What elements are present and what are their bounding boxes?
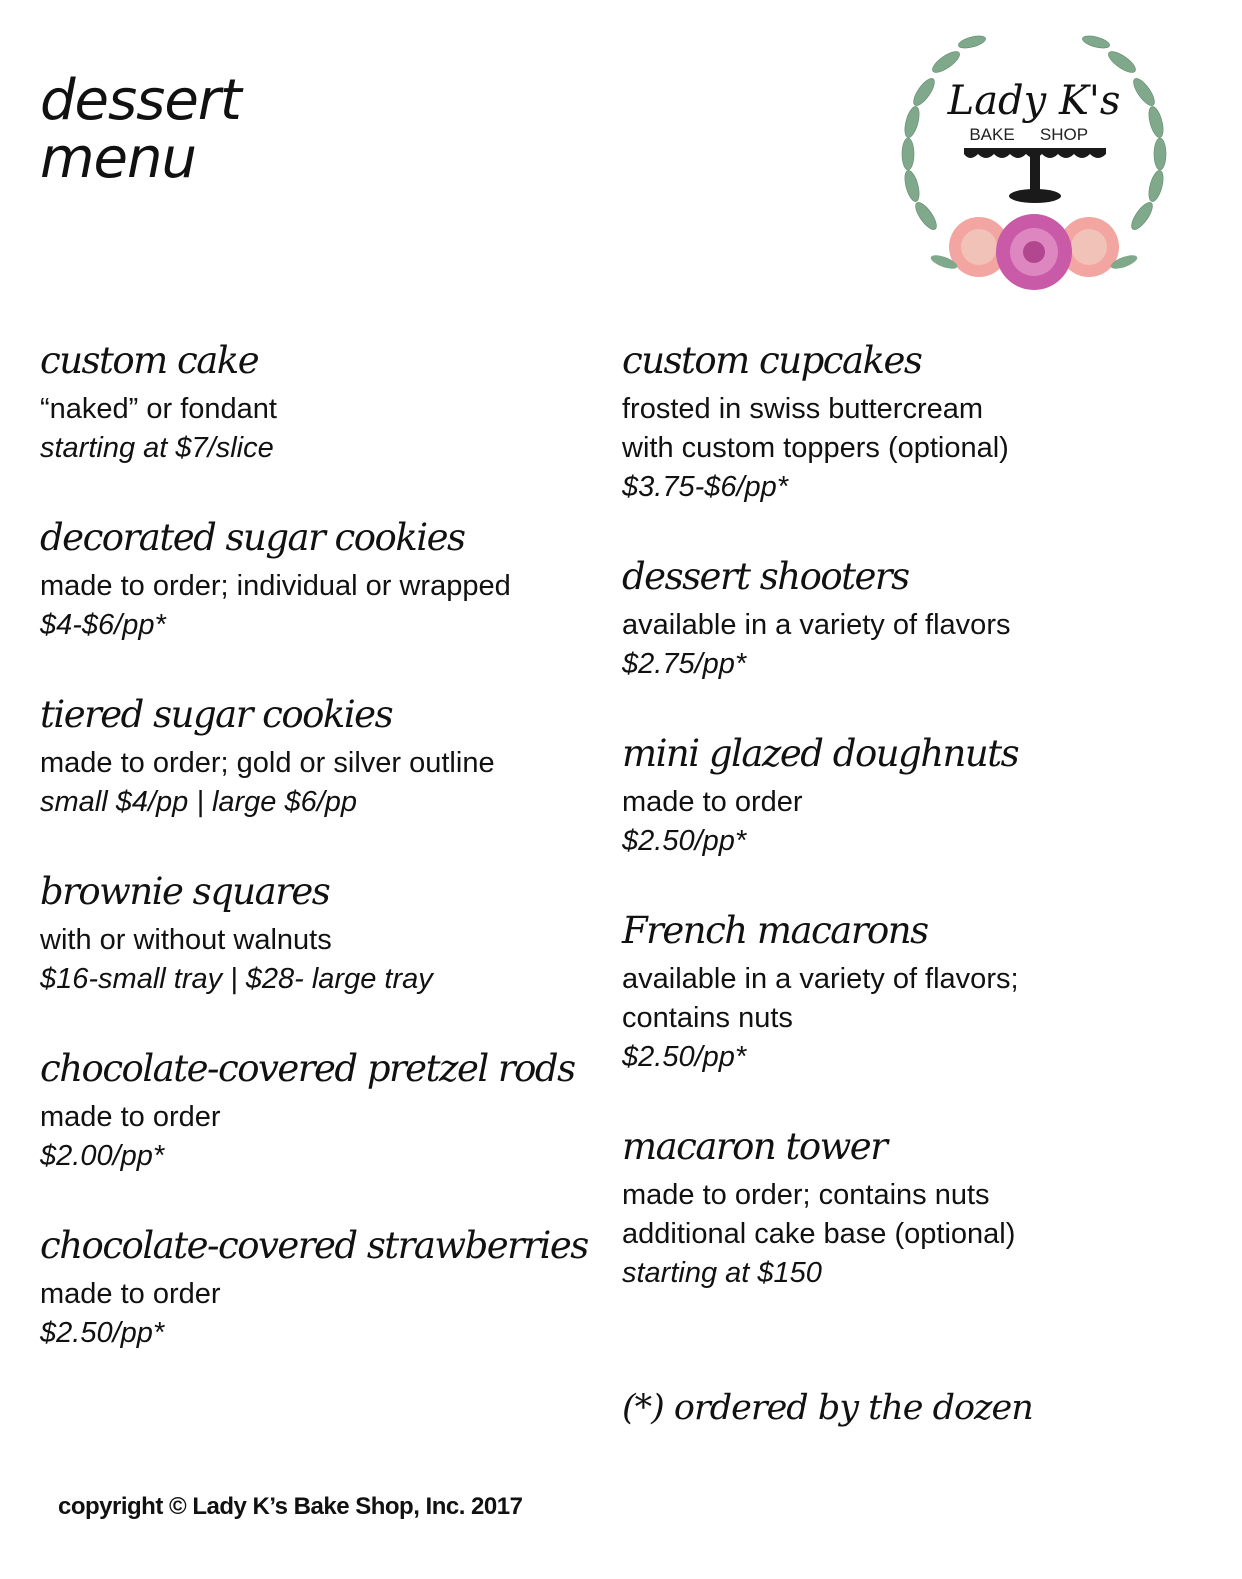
left-menu-column [40, 338, 600, 1400]
menu-item [622, 908, 1202, 1124]
logo-subtitle-left: BAKE [969, 125, 1015, 144]
item-description: made to order [40, 1101, 221, 1133]
item-description: made to order [40, 1278, 221, 1310]
item-price: $2.75/pp* [622, 648, 747, 680]
menu-item [40, 692, 600, 869]
cake-stand-icon [964, 148, 1106, 203]
copyright-footer: copyright © Lady K’s Bake Shop, Inc. 2017 [58, 1493, 523, 1520]
item-name: chocolate-covered strawberries [40, 1224, 588, 1267]
item-description: made to order [622, 786, 803, 818]
logo-name: Lady K's [947, 78, 1121, 124]
item-description: “naked” or fondant [40, 393, 277, 425]
peony-flowers-icon [929, 214, 1139, 290]
menu-item [40, 1223, 600, 1400]
item-description: additional cake base (optional) [622, 1218, 1016, 1250]
menu-title [40, 68, 241, 191]
lady-k-bake-shop-logo [884, 22, 1184, 294]
menu-title-line2: menu [40, 126, 196, 191]
item-description: made to order; contains nuts [622, 1179, 990, 1211]
item-name: mini glazed doughnuts [622, 732, 1019, 775]
dozen-note: (*) ordered by the dozen [622, 1388, 1033, 1428]
item-name: dessert shooters [622, 555, 909, 598]
item-price: $2.00/pp* [40, 1140, 165, 1172]
item-name: custom cupcakes [622, 339, 922, 382]
item-price: $2.50/pp* [40, 1317, 165, 1349]
item-description: available in a variety of flavors [622, 609, 1011, 641]
item-name: French macarons [622, 909, 928, 952]
menu-item [622, 338, 1202, 554]
item-price: $4-$6/pp* [40, 609, 166, 641]
item-description: with custom toppers (optional) [622, 432, 1009, 464]
menu-item [40, 338, 600, 515]
item-name: custom cake [40, 339, 259, 382]
item-description: made to order; individual or wrapped [40, 570, 511, 602]
menu-item [40, 515, 600, 692]
item-description: frosted in swiss buttercream [622, 393, 984, 425]
menu-title-line1: dessert [40, 68, 241, 133]
item-price: $2.50/pp* [622, 1041, 747, 1073]
item-name: macaron tower [622, 1125, 887, 1168]
item-name: brownie squares [40, 870, 330, 913]
menu-item [622, 554, 1202, 731]
item-price: small $4/pp | large $6/pp [40, 786, 358, 818]
item-price: $16-small tray | $28- large tray [40, 963, 433, 995]
menu-item [622, 731, 1202, 908]
item-description: available in a variety of flavors; [622, 963, 1019, 995]
item-price: starting at $7/slice [40, 432, 274, 464]
item-price: starting at $150 [622, 1257, 822, 1289]
item-name: decorated sugar cookies [40, 516, 465, 559]
menu-item [622, 1124, 1202, 1340]
menu-item [40, 869, 600, 1046]
item-description: made to order; gold or silver outline [40, 747, 495, 779]
logo-subtitle-right: SHOP [1039, 125, 1089, 144]
right-menu-column [622, 338, 1202, 1340]
item-name: chocolate-covered pretzel rods [40, 1047, 575, 1090]
menu-item [40, 1046, 600, 1223]
item-description: contains nuts [622, 1002, 793, 1034]
item-name: tiered sugar cookies [40, 693, 393, 736]
item-price: $3.75-$6/pp* [622, 471, 789, 503]
item-price: $2.50/pp* [622, 825, 747, 857]
item-description: with or without walnuts [40, 924, 332, 956]
